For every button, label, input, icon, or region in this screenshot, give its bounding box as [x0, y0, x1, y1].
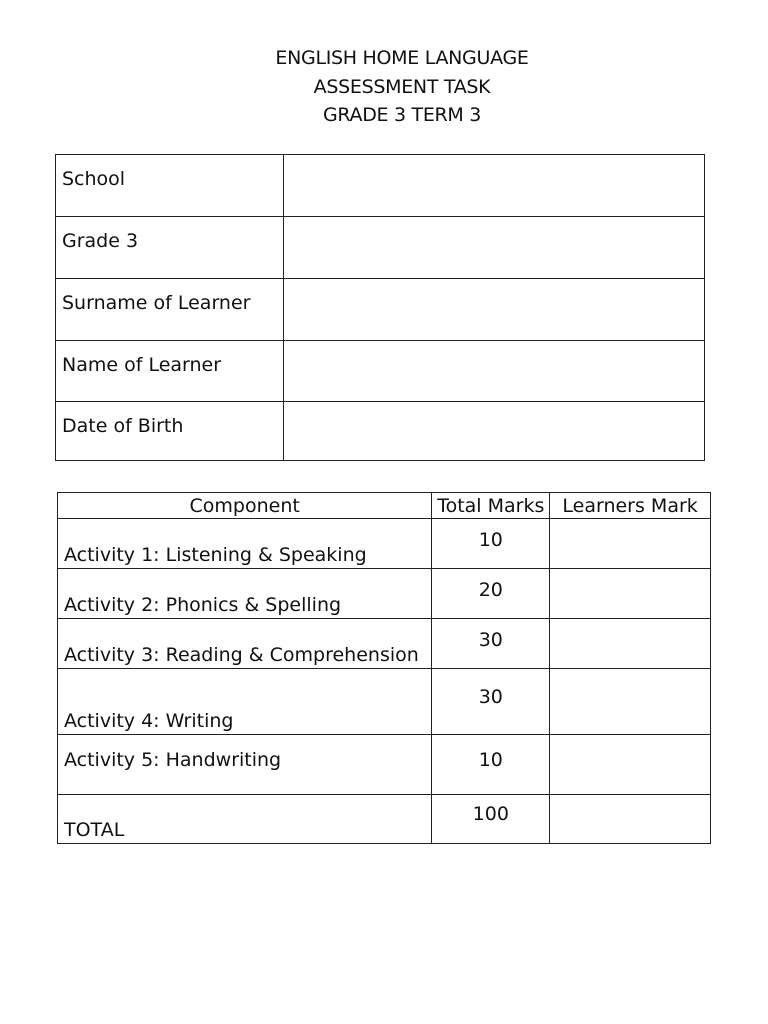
- table-row: [58, 735, 711, 795]
- total-marks-cell: 20: [432, 569, 550, 619]
- title-grade-term: GRADE 3 TERM 3: [322, 104, 482, 126]
- column-header-learners-mark: Learners Mark: [550, 493, 711, 519]
- learners-mark-field[interactable]: [550, 569, 711, 619]
- component-cell: TOTAL: [58, 795, 432, 844]
- info-row-school: [56, 155, 705, 217]
- name-field[interactable]: [283, 341, 705, 402]
- info-row-name: [56, 341, 705, 402]
- total-marks-cell: 100: [432, 795, 550, 844]
- title-subject: ENGLISH HOME LANGUAGE: [275, 47, 529, 69]
- learners-mark-field[interactable]: [550, 669, 711, 735]
- learners-mark-field[interactable]: [550, 795, 711, 844]
- grade-field[interactable]: [283, 217, 705, 279]
- table-row: [58, 519, 711, 569]
- info-label: Date of Birth: [56, 402, 284, 461]
- table-row: [58, 669, 711, 735]
- learners-mark-field[interactable]: [550, 519, 711, 569]
- total-marks-cell: 10: [432, 735, 550, 795]
- marks-header-row: [58, 493, 711, 519]
- component-cell: Activity 1: Listening & Speaking: [58, 519, 432, 569]
- learners-mark-field[interactable]: [550, 619, 711, 669]
- info-label: Name of Learner: [56, 341, 284, 402]
- total-marks-cell: 30: [432, 619, 550, 669]
- title-task: ASSESSMENT TASK: [313, 75, 491, 98]
- total-row: [58, 795, 711, 844]
- school-field[interactable]: [283, 155, 705, 217]
- info-label: Surname of Learner: [56, 279, 284, 341]
- learners-mark-field[interactable]: [550, 735, 711, 795]
- component-cell: Activity 3: Reading & Comprehension: [58, 619, 432, 669]
- info-label: School: [56, 155, 284, 217]
- component-cell: Activity 2: Phonics & Spelling: [58, 569, 432, 619]
- info-row-dob: [56, 402, 705, 461]
- table-row: [58, 619, 711, 669]
- learner-info-table: [55, 154, 705, 461]
- component-cell: Activity 4: Writing: [58, 669, 432, 735]
- component-cell: Activity 5: Handwriting: [58, 735, 432, 795]
- total-marks-cell: 30: [432, 669, 550, 735]
- info-label: Grade 3: [56, 217, 284, 279]
- total-marks-cell: 10: [432, 519, 550, 569]
- info-row-surname: [56, 279, 705, 341]
- table-row: [58, 569, 711, 619]
- date-of-birth-field[interactable]: [283, 402, 705, 461]
- column-header-total-marks: Total Marks: [432, 493, 550, 519]
- marks-table: [57, 492, 711, 844]
- document-title: [0, 44, 768, 130]
- surname-field[interactable]: [283, 279, 705, 341]
- column-header-component: Component: [58, 493, 432, 519]
- info-row-grade: [56, 217, 705, 279]
